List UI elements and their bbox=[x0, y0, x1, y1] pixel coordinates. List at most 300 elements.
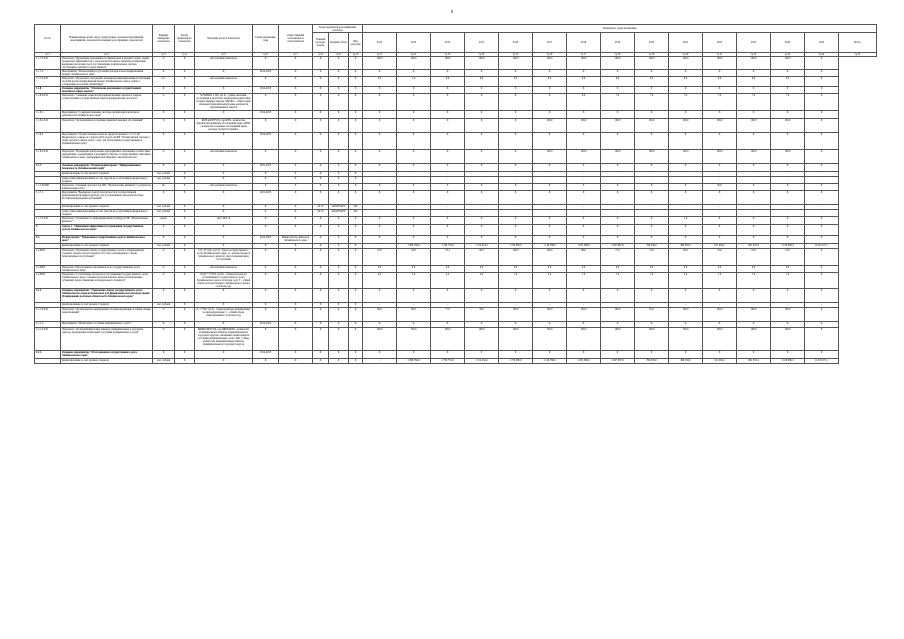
row-budget-code: 01D4074970 bbox=[329, 205, 349, 210]
row-year-value: - bbox=[669, 303, 703, 308]
row-year-value: Х bbox=[771, 289, 805, 303]
row-budget-code: Х bbox=[349, 57, 363, 70]
row-year-value: 7,0 bbox=[669, 94, 703, 111]
row-year-value: Х bbox=[363, 351, 397, 359]
row-unit: % bbox=[153, 266, 175, 273]
row-year-value: Х bbox=[465, 164, 499, 172]
row-budget-code: Х bbox=[349, 249, 363, 266]
row-method: Абсолютный показатель bbox=[195, 77, 253, 87]
row-number: 2.2.1. bbox=[35, 351, 61, 359]
row-responsible: Х bbox=[279, 57, 313, 70]
row-year-value: Х bbox=[533, 322, 567, 328]
row-budget-code: Х bbox=[313, 57, 329, 70]
row-year-value: Х bbox=[499, 217, 533, 225]
row-code: Х bbox=[175, 328, 195, 351]
row-year-value: Х bbox=[601, 217, 635, 225]
row-budget-code: Х bbox=[329, 150, 349, 164]
column-number: гр.22 bbox=[737, 53, 771, 57]
table-row bbox=[35, 150, 877, 164]
row-name: Показатель "Оснащенность информационной структуры ГИС "Региональные финансы"" bbox=[61, 217, 153, 225]
row-budget-code: Х bbox=[329, 217, 349, 225]
row-budget-code: Х bbox=[349, 119, 363, 133]
row-year-value: 4,0 bbox=[465, 273, 499, 289]
row-code: Х bbox=[175, 273, 195, 289]
row-year-value: Х bbox=[703, 111, 737, 119]
row-budget-code: Х bbox=[329, 266, 349, 273]
row-term: 2014-2025 bbox=[253, 322, 279, 328]
row-number: 2.1. bbox=[35, 236, 61, 244]
row-year-value: Х bbox=[771, 133, 805, 150]
row-method: Х bbox=[195, 225, 253, 236]
row-budget-code: Х bbox=[329, 351, 349, 359]
row-number: 1.2.0003 bbox=[35, 273, 61, 289]
row-term: Х bbox=[253, 249, 279, 266]
row-year-value: - bbox=[499, 172, 533, 177]
row-year-value: 2,3 bbox=[431, 273, 465, 289]
row-year-value: Х bbox=[737, 351, 771, 359]
row-budget-code: Х bbox=[313, 164, 329, 172]
row-budget-code: Х bbox=[313, 87, 329, 94]
row-number: 1.1.7.2. bbox=[35, 70, 61, 77]
row-year-value: Х bbox=[431, 351, 465, 359]
row-term: Х bbox=[253, 77, 279, 87]
column-number: гр.23 bbox=[771, 53, 805, 57]
row-year-value: Х bbox=[669, 225, 703, 236]
row-code: Х bbox=[175, 57, 195, 70]
row-year-value: 47,0 bbox=[363, 249, 397, 266]
row-year-value: Х bbox=[397, 351, 431, 359]
row-year-value: 100,0 bbox=[771, 119, 805, 133]
row-budget-code: Х bbox=[313, 111, 329, 119]
row-year-value: - bbox=[363, 172, 397, 177]
row-year-value: 100,0 bbox=[669, 150, 703, 164]
row-year-value: 97,0 bbox=[635, 308, 669, 322]
row-responsible: Х bbox=[279, 70, 313, 77]
row-year-value: Х bbox=[567, 70, 601, 77]
row-year-value: 1 709 753,9 bbox=[431, 244, 465, 249]
row-budget-code: Х bbox=[349, 266, 363, 273]
page-number: 8 bbox=[451, 9, 453, 14]
row-year-value: Х bbox=[601, 236, 635, 244]
row-year-value: Х bbox=[703, 70, 737, 77]
row-year-value: Х bbox=[499, 111, 533, 119]
row-number: 2.1.1.2. bbox=[35, 322, 61, 328]
row-term: 2021-2025 bbox=[253, 164, 279, 172]
row-year-value: - bbox=[771, 210, 805, 217]
row-year-value: Х bbox=[567, 191, 601, 205]
table-row bbox=[35, 133, 877, 150]
row-year-value: 79,0 bbox=[397, 249, 431, 266]
row-year-value: Х bbox=[431, 133, 465, 150]
row-responsible: Х bbox=[279, 249, 313, 266]
row-method: Х bbox=[195, 351, 253, 359]
row-method: Х bbox=[195, 205, 253, 210]
row-year-value: 100,0 bbox=[669, 119, 703, 133]
row-year-value: 100,0 bbox=[533, 150, 567, 164]
row-year-value: Х bbox=[397, 225, 431, 236]
row-year-value: - bbox=[771, 172, 805, 177]
row-year-value: Х bbox=[703, 289, 737, 303]
row-code: Х bbox=[175, 249, 195, 266]
row-year-value: Х bbox=[397, 133, 431, 150]
row-year-value: Х bbox=[397, 87, 431, 94]
row-responsible: Х bbox=[279, 133, 313, 150]
row-responsible: Х bbox=[279, 266, 313, 273]
row-year-value: - bbox=[737, 210, 771, 217]
row-year-value: 0,0 bbox=[703, 266, 737, 273]
row-year-value: Х bbox=[737, 191, 771, 205]
row-name: финансирование за счет краевого бюджета bbox=[61, 205, 153, 210]
row-budget-code: Х bbox=[313, 351, 329, 359]
row-year-value: Х bbox=[567, 236, 601, 244]
row-year-value: - bbox=[397, 210, 431, 217]
row-number bbox=[35, 210, 61, 217]
row-year-value: Х bbox=[669, 70, 703, 77]
row-year-value: Х bbox=[465, 236, 499, 244]
row-year-value: - bbox=[771, 177, 805, 184]
row-year-value: Х bbox=[703, 217, 737, 225]
row-year-value: 100,0 bbox=[499, 328, 533, 351]
row-number: 1.1.8.1. bbox=[35, 111, 61, 119]
row-term: Х bbox=[253, 150, 279, 164]
row-year-value: Х bbox=[805, 57, 839, 70]
row-year-value: Х bbox=[465, 150, 499, 164]
row-term: Х bbox=[253, 177, 279, 184]
row-year-value: 79,1 bbox=[431, 249, 465, 266]
row-year-value: Х bbox=[465, 289, 499, 303]
row-year-value: 1 052 568,0 bbox=[567, 359, 601, 364]
row-year-value: Х bbox=[397, 217, 431, 225]
row-year-value: 1 098 784,0 bbox=[397, 359, 431, 364]
row-responsible: Министерство финансов Забайкальского края bbox=[279, 236, 313, 244]
header-name: Наименование целей, задач, подпрограмм, основных мероприятий, мероприятий, показателей и индикаторов, функцию, показателей bbox=[61, 25, 153, 53]
row-year-value: 100,0 bbox=[669, 57, 703, 70]
row-responsible: Х bbox=[279, 87, 313, 94]
table-row bbox=[35, 249, 877, 266]
row-term: Х bbox=[253, 308, 279, 322]
row-budget-code: Х bbox=[329, 303, 349, 308]
row-year-value: 1,0 bbox=[397, 77, 431, 87]
column-number: гр.6 bbox=[253, 53, 279, 57]
row-year-value: Х bbox=[805, 133, 839, 150]
row-name: Мероприятие "Совершенствование системы организации закупочной деятельности Забайкальского края" bbox=[61, 111, 153, 119]
row-year-value: 1,0 bbox=[669, 217, 703, 225]
row-year-value: Х bbox=[703, 351, 737, 359]
row-year-value: 100,0 bbox=[533, 249, 567, 266]
row-budget-code: 01D4074970 bbox=[329, 210, 349, 217]
header-code: Код/ф формального показателя bbox=[175, 25, 195, 53]
row-name: Показатель "Доля муниципальных районов, муниципальных и городских округов, проведенных мониторинг состояния муниципального долга" bbox=[61, 328, 153, 351]
row-name: Показатель "Сводный срок простоя ГИС "Региональные финансы"" в результате компьютерных атак" bbox=[62, 184, 151, 190]
row-year-value: 0,0 bbox=[669, 77, 703, 87]
row-year-value: 0,0 bbox=[737, 266, 771, 273]
row-year-value: Х bbox=[805, 70, 839, 77]
row-name: Мероприятие "Мобилизация поступлений доходов в консолидированный бюджет Забайкальского края" bbox=[61, 70, 153, 77]
row-year-value: Х bbox=[635, 289, 669, 303]
row-term: 2021-2025 bbox=[253, 191, 279, 205]
row-year-value: - bbox=[771, 205, 805, 210]
row-year-value: - bbox=[601, 303, 635, 308]
row-name: Подпрограмма "Управление государственным долгом Забайкальского края" bbox=[61, 236, 153, 244]
row-code: Х bbox=[175, 119, 195, 133]
row-year-value: Х bbox=[431, 236, 465, 244]
row-year-value: Х bbox=[499, 87, 533, 94]
row-responsible: Х bbox=[279, 184, 313, 191]
row-year-value: 760 439,0 bbox=[635, 244, 669, 249]
row-year-value: - bbox=[805, 172, 839, 177]
row-budget-code: Х bbox=[329, 57, 349, 70]
row-year-value: - bbox=[533, 172, 567, 177]
row-name: Показатель "Просроченная задолженность по государственному долгу Забайкальского края" bbox=[61, 266, 153, 273]
row-year-value: Х bbox=[431, 217, 465, 225]
row-name: также сумма финансирования за счет средств не от источников федерального бюджета bbox=[61, 210, 153, 217]
row-year-value: - bbox=[363, 359, 397, 364]
row-responsible: Х bbox=[279, 289, 313, 303]
row-year-value: Х bbox=[431, 225, 465, 236]
row-year-value: 100,0 bbox=[363, 57, 397, 70]
row-year-value: Х bbox=[465, 225, 499, 236]
row-year-value: Х bbox=[805, 77, 839, 87]
row-budget-code: Х bbox=[329, 289, 349, 303]
row-year-value: Х bbox=[465, 191, 499, 205]
row-year-value: Х bbox=[431, 164, 465, 172]
row-budget-code: Х bbox=[349, 133, 363, 150]
row-year-value: Х bbox=[363, 119, 397, 133]
row-year-value: 498 584,5 bbox=[669, 244, 703, 249]
row-budget-code: Х bbox=[313, 249, 329, 266]
table-row bbox=[35, 266, 877, 273]
table-row bbox=[35, 225, 877, 236]
row-name: Показатель "Отношение объема государственного долга к утвержденному годовому объему доходов бюджета без учета утвержденного объема безвозмездных поступлений" bbox=[61, 249, 153, 266]
row-year-value: - bbox=[703, 205, 737, 210]
row-code: Х bbox=[175, 236, 195, 244]
row-year-value: Х bbox=[601, 351, 635, 359]
header-year: 2023 bbox=[737, 33, 771, 53]
header-budget-col: Главный распоря-дитель bbox=[313, 33, 329, 53]
row-year-value: Х bbox=[805, 150, 839, 164]
row-number: 1.2.1.2.0.01 bbox=[35, 328, 61, 351]
column-number: гр.4 bbox=[175, 53, 195, 57]
row-year-value: - bbox=[703, 177, 737, 184]
row-year-value: 1 067 867,9 bbox=[601, 359, 635, 364]
row-year-value: Х bbox=[771, 225, 805, 236]
row-year-value: Х bbox=[805, 94, 839, 111]
row-year-value: Х bbox=[703, 322, 737, 328]
row-year-value: 100,0 bbox=[703, 119, 737, 133]
row-year-value: 911 004,2 bbox=[703, 244, 737, 249]
row-year-value: 1 750 085,0 bbox=[499, 244, 533, 249]
row-year-value: Х bbox=[465, 184, 499, 191]
row-name: Показатель "Снижение показателей рационализацию закупок и товаров осуществлению государственных закупок конкурентным способом" bbox=[61, 94, 153, 111]
row-year-value: Х bbox=[431, 119, 465, 133]
table-row bbox=[35, 177, 877, 184]
table-row bbox=[35, 77, 877, 87]
header-year: 2022 bbox=[703, 33, 737, 53]
row-year-value: 100,0 bbox=[737, 119, 771, 133]
header-budget-col: Вид расходов bbox=[349, 33, 363, 53]
row-year-value: Х bbox=[363, 322, 397, 328]
row-term: Х bbox=[253, 359, 279, 364]
row-year-value: Х bbox=[669, 236, 703, 244]
row-year-value: - bbox=[499, 177, 533, 184]
row-method: ГД / Д* 100, где ГД - объем государственного долга Забайкальского края; Д - доходы бюджета Забайкальского края без учета безвозмездных поступлений bbox=[195, 249, 253, 266]
row-year-value: Х bbox=[635, 322, 669, 328]
row-year-value: - bbox=[635, 210, 669, 217]
row-name: Показатель "Доля принятых в практике принятых ценовых обоснований" bbox=[61, 119, 153, 133]
row-year-value: Х bbox=[703, 133, 737, 150]
row-year-value: - bbox=[363, 244, 397, 249]
row-number: 1.1.7.1. bbox=[35, 191, 61, 205]
row-year-value: Х bbox=[805, 111, 839, 119]
row-year-value: - bbox=[465, 205, 499, 210]
header-year: 2014 bbox=[431, 33, 465, 53]
row-year-value: Х bbox=[805, 351, 839, 359]
row-year-value: 7,0 bbox=[771, 94, 805, 111]
row-budget-code: Х bbox=[349, 236, 363, 244]
row-code: Х bbox=[175, 133, 195, 150]
table-row bbox=[35, 273, 877, 289]
row-year-value: Х bbox=[465, 133, 499, 150]
row-year-value: Х bbox=[737, 289, 771, 303]
row-method: Абсолютный показатель bbox=[195, 57, 253, 70]
row-year-value: Х bbox=[771, 184, 805, 191]
row-method: Х bbox=[195, 87, 253, 94]
row-year-value: 0,0 bbox=[601, 77, 635, 87]
row-year-value: Х bbox=[737, 111, 771, 119]
row-term: 2014-2025 bbox=[253, 351, 279, 359]
row-responsible: Х bbox=[279, 210, 313, 217]
row-year-value: - bbox=[397, 177, 431, 184]
row-year-value: Х bbox=[635, 225, 669, 236]
row-method: RDN/qRDN*100, где RDN - количество фактически принятых обоснований цены; qRDN - количество поданных обоснований цены, которые требуется принять bbox=[195, 119, 253, 133]
row-term: Х bbox=[253, 328, 279, 351]
row-year-value: Х bbox=[601, 164, 635, 172]
row-code: Х bbox=[175, 322, 195, 328]
row-budget-code: Х bbox=[329, 172, 349, 177]
header-budget-group: Коды бюджетной классификации расходов bbox=[313, 25, 363, 33]
table-row bbox=[35, 191, 877, 205]
row-year-value: - bbox=[635, 172, 669, 177]
row-year-value: Х bbox=[499, 70, 533, 77]
row-year-value: - bbox=[669, 172, 703, 177]
row-term: Х bbox=[253, 172, 279, 177]
row-year-value: Х bbox=[397, 119, 431, 133]
row-year-value: 100,0 bbox=[635, 328, 669, 351]
row-responsible: Х bbox=[279, 273, 313, 289]
row-year-value: - bbox=[669, 205, 703, 210]
row-year-value: 90,0 bbox=[465, 249, 499, 266]
row-year-value: Х bbox=[499, 351, 533, 359]
row-name: Показатель "Проведение контрольных мероприятий в отношении соответствия информации, содержащейся в документах закупок, государственных заказчиков Забайкальского края, требованиям действующего законодательства" bbox=[61, 150, 153, 164]
row-budget-code: Х bbox=[329, 87, 349, 94]
row-budget-code: Х bbox=[329, 322, 349, 328]
row-term: 2014-2025 bbox=[253, 70, 279, 77]
header-year: 2015 bbox=[465, 33, 499, 53]
row-budget-code: Х bbox=[349, 244, 363, 249]
row-number: 1.1.7.1.0.01 bbox=[35, 217, 61, 225]
row-year-value: - bbox=[805, 177, 839, 184]
row-year-value: Х bbox=[669, 289, 703, 303]
row-year-value: Х bbox=[805, 225, 839, 236]
row-year-value: 100,0 bbox=[703, 308, 737, 322]
row-year-value: - bbox=[601, 210, 635, 217]
row-year-value: - bbox=[805, 303, 839, 308]
row-method: Х bbox=[195, 236, 253, 244]
row-year-value: 1 512 454,2 bbox=[465, 359, 499, 364]
row-budget-code: Х bbox=[329, 328, 349, 351]
row-term: 2014-2025 bbox=[253, 111, 279, 119]
row-year-value: 1 750 085,0 bbox=[499, 359, 533, 364]
row-method: Х bbox=[195, 359, 253, 364]
row-responsible: Х bbox=[279, 351, 313, 359]
row-year-value: Х bbox=[635, 111, 669, 119]
row-budget-code: Х bbox=[313, 303, 329, 308]
row-year-value: 0,0 bbox=[431, 266, 465, 273]
row-year-value: Х bbox=[533, 87, 567, 94]
table-row bbox=[35, 328, 877, 351]
row-year-value: Х bbox=[533, 111, 567, 119]
row-year-value: 62,0 bbox=[669, 249, 703, 266]
row-year-value: - bbox=[533, 205, 567, 210]
row-budget-code: 242 bbox=[349, 205, 363, 210]
row-year-value: Х bbox=[771, 191, 805, 205]
row-year-value: Х bbox=[499, 191, 533, 205]
row-year-value: Х bbox=[397, 322, 431, 328]
row-method: Х bbox=[195, 191, 253, 205]
row-year-value: Х bbox=[465, 70, 499, 77]
row-number: 1.1.8.0.0.01 bbox=[35, 94, 61, 111]
column-number: гр.1 bbox=[35, 53, 61, 57]
row-code: Х bbox=[175, 177, 195, 184]
row-year-value: - bbox=[533, 210, 567, 217]
row-year-value: 100,0 bbox=[703, 57, 737, 70]
column-number: гр.17 bbox=[567, 53, 601, 57]
row-unit: % bbox=[153, 249, 175, 266]
row-year-value: Х bbox=[805, 322, 839, 328]
row-unit: тыс. рублей bbox=[153, 172, 175, 177]
row-method: Ро/Рс * Т*100, где Ро - объем расходов на обслуживание государственного долга Забайкальского края в отчетном году; Т - общий объем расходов бюджета Забайкальского края в отчетном году bbox=[195, 273, 253, 289]
row-term: Х bbox=[253, 184, 279, 191]
row-name: Мероприятие "Мониторинг состояния муниципального долга" bbox=[61, 322, 153, 328]
row-year-value: Х bbox=[499, 289, 533, 303]
row-year-value: Х bbox=[533, 217, 567, 225]
row-code: Х bbox=[175, 217, 195, 225]
row-year-value: Х bbox=[805, 266, 839, 273]
row-unit: % bbox=[153, 308, 175, 322]
row-year-value: 0,0 bbox=[431, 77, 465, 87]
row-year-value: - bbox=[567, 177, 601, 184]
header-years-group: Значения по годам реализации bbox=[363, 25, 877, 33]
row-name: Задача 2. "Повышение эффективности управления государственным долгом Забайкальского края" bbox=[61, 225, 153, 236]
row-year-value: - bbox=[669, 177, 703, 184]
row-year-value: 100,0 bbox=[601, 150, 635, 164]
row-budget-code: Х bbox=[313, 177, 329, 184]
row-year-value: 100,0 bbox=[499, 249, 533, 266]
row-year-value: 100,0 bbox=[601, 328, 635, 351]
column-number: гр.3 bbox=[153, 53, 175, 57]
row-year-value: 100,0 bbox=[635, 57, 669, 70]
row-year-value: Х bbox=[533, 164, 567, 172]
row-unit: тыс. рублей bbox=[153, 244, 175, 249]
row-budget-code: Х bbox=[329, 133, 349, 150]
row-year-value: Х bbox=[567, 351, 601, 359]
row-budget-code: Х bbox=[329, 244, 349, 249]
row-year-value: Х bbox=[669, 87, 703, 94]
row-year-value: 1 018 989,3 bbox=[771, 359, 805, 364]
row-number: 1.1.7. bbox=[35, 164, 61, 172]
row-year-value: Х bbox=[771, 87, 805, 94]
row-code: Х bbox=[175, 184, 195, 191]
